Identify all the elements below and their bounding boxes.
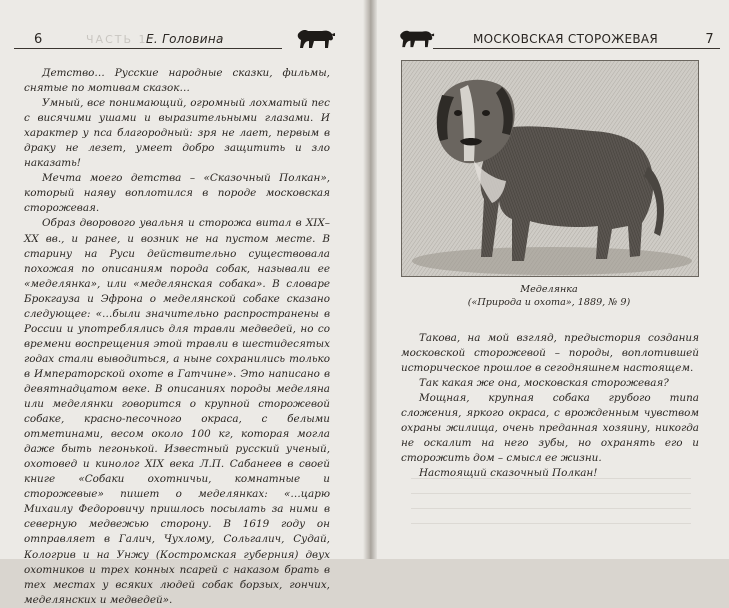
running-head-title: МОСКОВСКАЯ СТОРОЖЕВАЯ xyxy=(473,32,659,46)
caption-title: Меделянка xyxy=(520,284,578,295)
caption-source: («Природа и охота», 1889, № 9) xyxy=(467,297,631,308)
paragraph-8: Настоящий сказочный Полкан! xyxy=(419,467,598,480)
page-number-left: 6 xyxy=(34,32,43,47)
running-head-author: Е. Головина xyxy=(146,32,224,46)
dog-photo xyxy=(401,60,699,277)
paragraph-3: Мечта моего детства – «Сказочный Полкан», который наяву воплотился в породе московская сторожевая. xyxy=(24,172,330,215)
paragraph-5: Такова, на мой взгляд, предыстория создания московской сторожевой – породы, воплотившей историческое прошлое в сегодняшнем настоящем. xyxy=(401,332,699,375)
dog-engraving-image xyxy=(402,61,698,276)
header-rule-right xyxy=(433,48,720,49)
bleed-through-lines xyxy=(411,478,691,538)
right-header xyxy=(395,30,720,52)
paragraph-4: Образ дворового увальня и сторожа витал в XIX–XX вв., и ранее, и возник не на пустом месте. В старину на Руси действительно существовала похожая по описаниям порода собак, называли ее «меделянка», или «меделянская собака». В словаре Брокгауза и Эфрона о меделянской собаке сказано следующее: «…были значительно распространены в России и употреблялись для травли медведей, но со времени воспрещения этой травли в шестидесятых годах стали выводиться, а ныне сохранились только в Императорской охоте в Гатчине». Это написано в девятнадцатом веке. В описаниях породы меделяна или меделянки говорится о крупной сторожевой собаке, красно-песочного окраса, с белыми отметинами, весом около 100 кг, которая могла даже быть пегонькой. Известный русский ученый, охотовед и кинолог XIX века Л.П. Сабанеев в своей книге «Собаки охотничьи, комнатные и сторожевые» пишет о меделянках: «…царю Михаилу Федоровичу пришлось посылать за ними в северную медвежью сторону. В 1619 году он отправляет в Галич, Чухлому, Сольгалич, Судай, Кологрив и на Унжу (Костромская губерния) двух охотников и трех конных псарей с наказом брать в тех местах у всяких людей собак борзых, гончих, меделянских и медведей». xyxy=(24,217,330,606)
paragraph-6: Так какая же она, московская сторожевая? xyxy=(419,377,669,390)
paragraph-2: Умный, все понимающий, огромный лохматый пес с висячими ушами и выразительными глазами. И характер у пса благородный: зря не лает, первым в драку не лезет, умеет добро защитить и зло наказать! xyxy=(24,97,330,170)
photo-caption xyxy=(401,283,697,309)
left-header xyxy=(14,30,344,52)
ghost-section-label: ЧАСТЬ 1 xyxy=(86,33,148,46)
book-gutter xyxy=(363,0,377,559)
header-rule-left xyxy=(14,48,282,49)
dog-silhouette-icon xyxy=(395,24,435,52)
right-body-text xyxy=(401,331,699,481)
dog-silhouette-icon xyxy=(292,24,336,52)
paragraph-7: Мощная, крупная собака грубого типа сложения, яркого окраса, с врожденным чувством охраны жилища, очень преданная хозяину, никогда не оскалит на него зубы, но охранять его и сторожить дом – смысл ее жизни. xyxy=(401,392,699,465)
left-body-text xyxy=(24,66,330,608)
right-page xyxy=(371,0,729,559)
paragraph-1: Детство… Русские народные сказки, фильмы, снятые по мотивам сказок… xyxy=(24,67,330,95)
page-number-right: 7 xyxy=(705,32,714,47)
